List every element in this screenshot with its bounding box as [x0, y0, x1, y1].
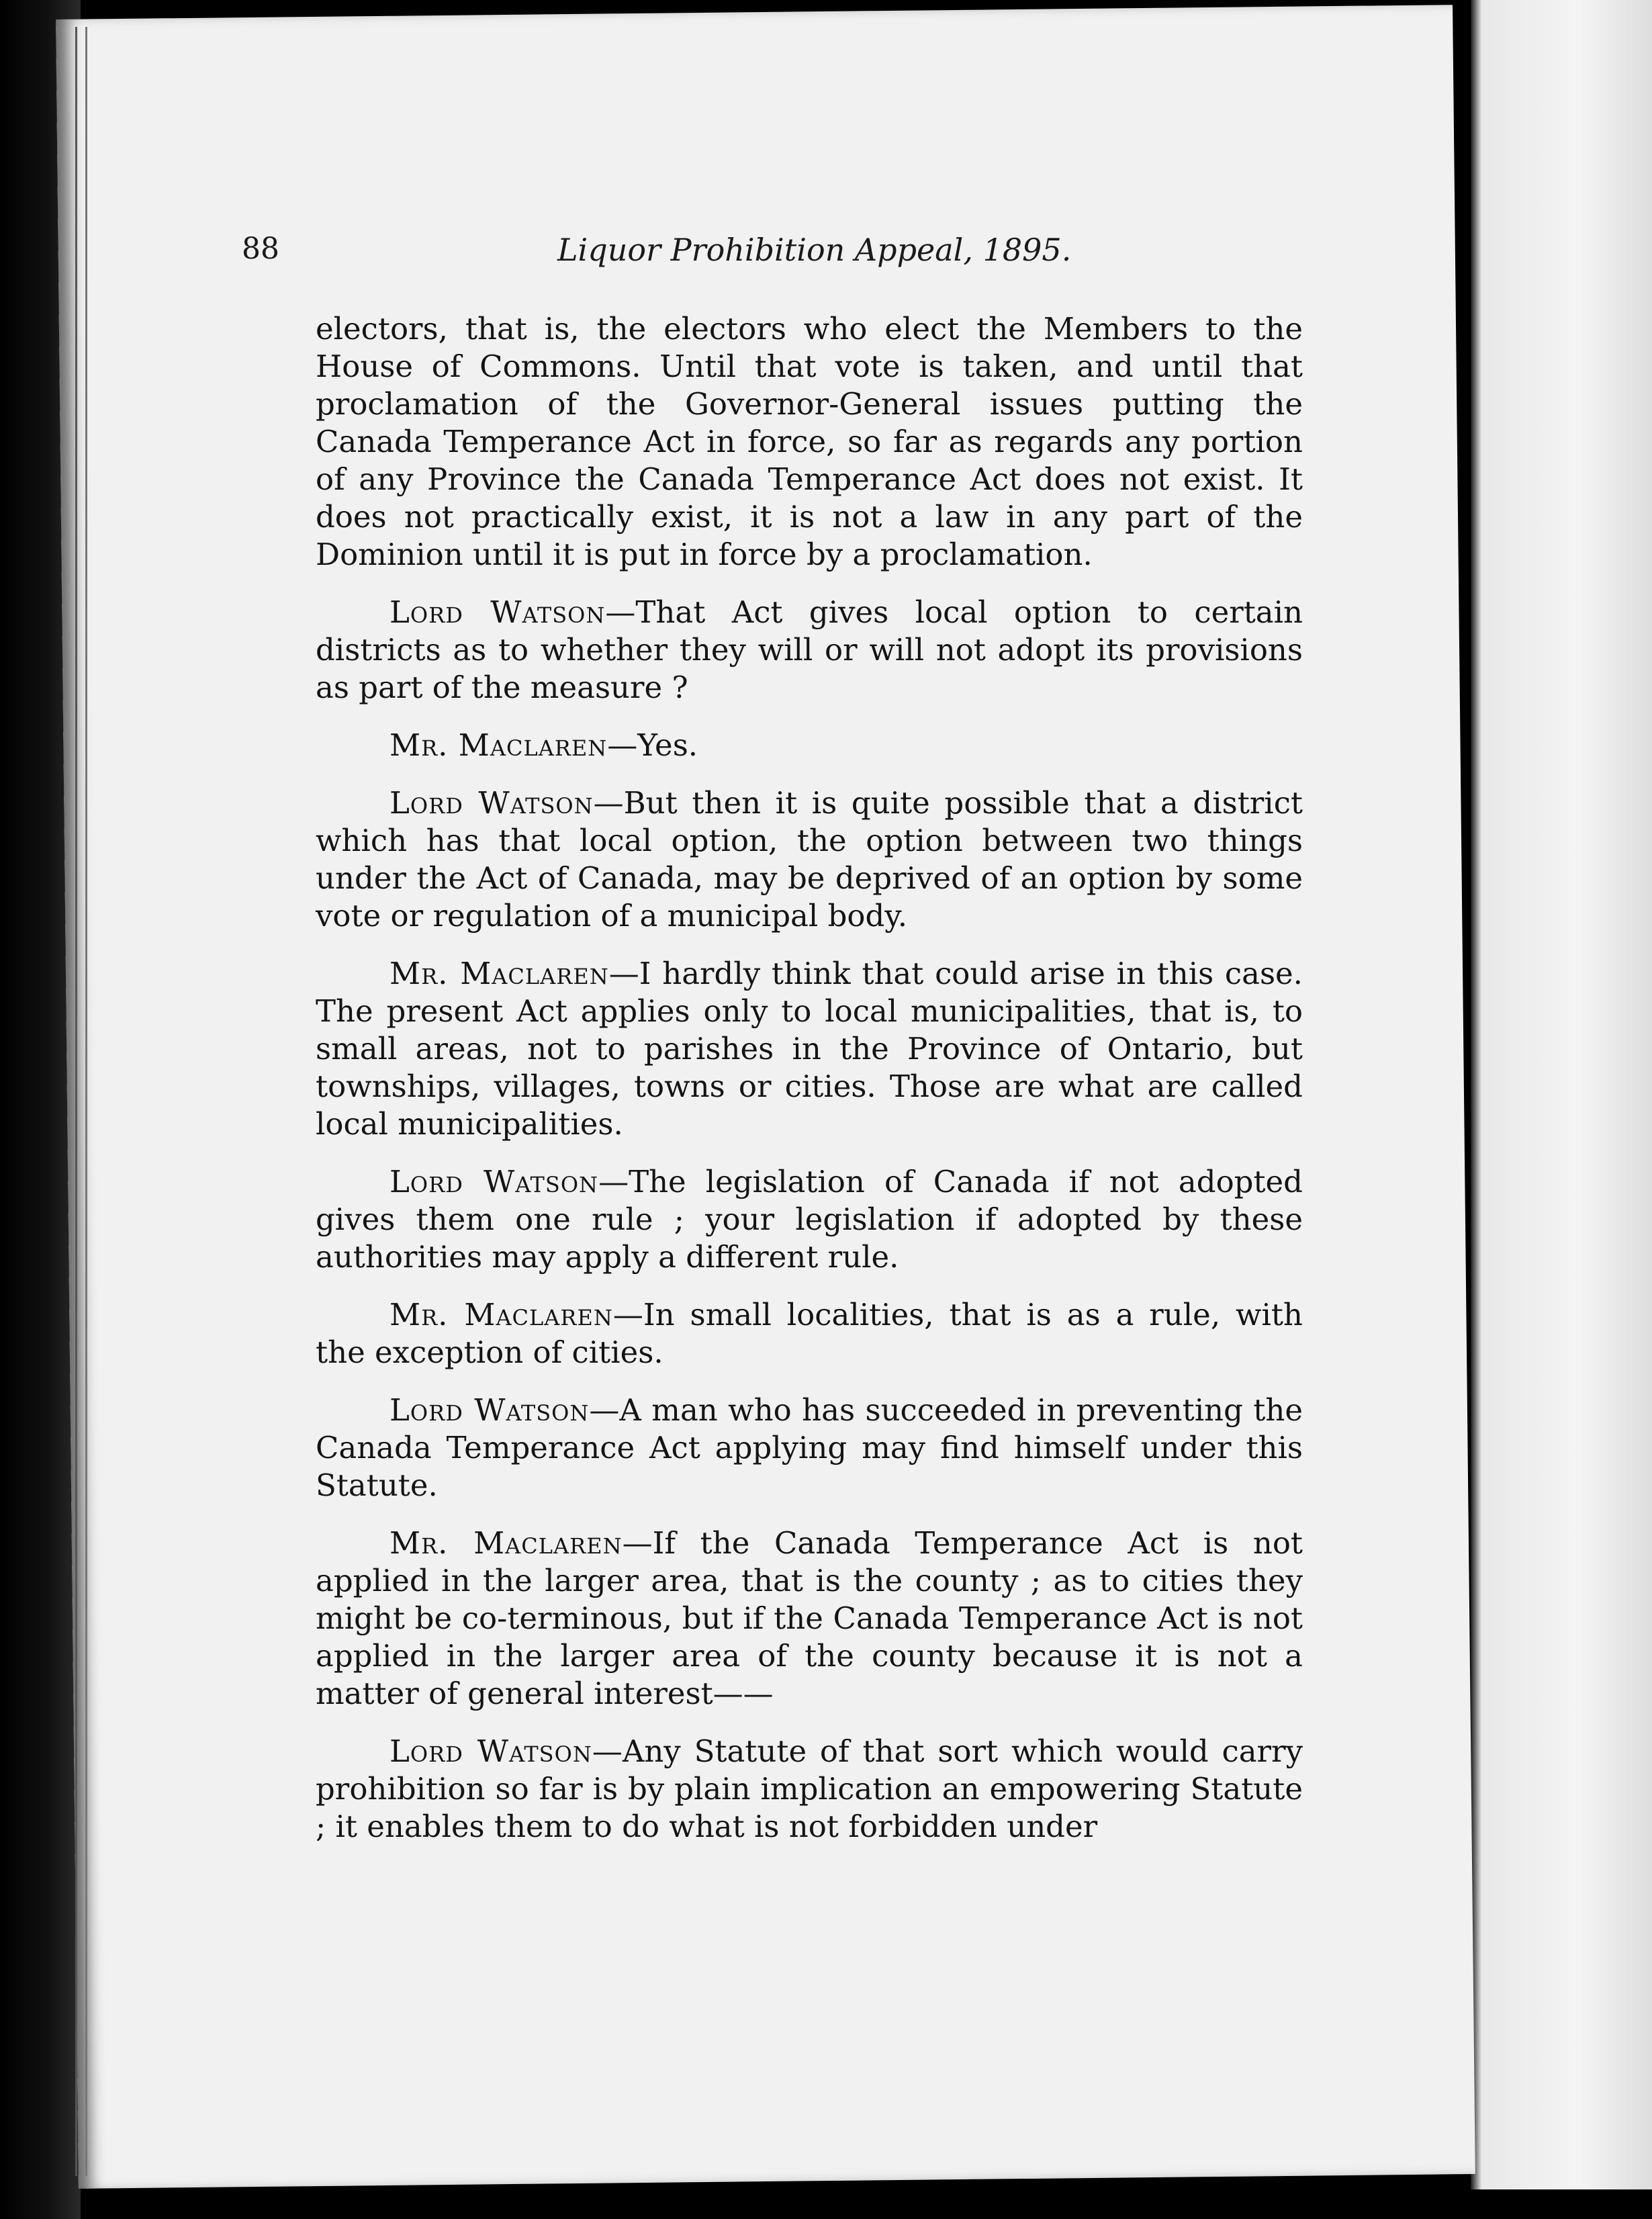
speaker-name: Mr. Maclaren — [389, 1525, 623, 1561]
paragraph — [316, 1296, 1303, 1371]
page-header — [242, 232, 1115, 272]
paragraph-text: I hardly think that could arise in this case. The present Act applies only to local municipalities, that is, to small areas, not to parishes in the Province of Ontario, but townships, villages, towns or cities. Those are what are called local municipalities. — [316, 956, 1303, 1142]
paragraph-text: A man who has succeeded in preventing the Canada Temperance Act applying may find himself under this Statute. — [316, 1392, 1303, 1503]
paragraph — [316, 594, 1303, 707]
paragraph — [316, 1525, 1303, 1713]
body-text — [316, 310, 1303, 1866]
dash: — — [605, 594, 636, 630]
paragraph-text: That Act gives local option to certain districts as to whether they will or will not adopt its provisions as part of the measure ? — [316, 594, 1303, 705]
dash: — — [592, 1733, 623, 1769]
speaker-name: Lord Watson — [389, 1164, 599, 1199]
dash: — — [593, 785, 624, 821]
paragraph — [316, 1733, 1303, 1846]
paragraph-text: Yes. — [637, 727, 698, 763]
paragraph-text: In small localities, that is as a rule, with the exception of cities. — [316, 1297, 1303, 1370]
scan-border — [1471, 2189, 1652, 2219]
page-stack-edges — [75, 27, 87, 2176]
paragraph-text: But then it is quite possible that a district which has that local option, the option between two things under the Act of Canada, may be deprived of an option by some vote or regulation of a municipal body. — [316, 785, 1303, 934]
speaker-name: Mr. Maclaren — [389, 1297, 613, 1332]
speaker-name: Mr. Maclaren — [389, 727, 608, 763]
running-title: Liquor Prohibition Appeal, 1895. — [557, 232, 1072, 268]
dash: — — [607, 727, 638, 763]
dash: — — [598, 1164, 629, 1199]
paragraph — [316, 727, 1303, 764]
dash: — — [612, 1297, 643, 1332]
paragraph-text: Any Statute of that sort which would carry prohibition so far is by plain implication an empowering Statute ; it enables them to do what is not forbidden under — [316, 1733, 1303, 1844]
paragraph-text: If the Canada Temperance Act is not applied in the larger area, that is the county ; as to cities they might be co-terminous, but if the Canada Temperance Act is not applied in the larger area of the county because it is not a matter of general interest—— — [316, 1525, 1303, 1711]
facing-page-edge — [1471, 0, 1652, 2219]
speaker-name: Lord Watson — [389, 785, 594, 821]
dash: — — [589, 1392, 620, 1428]
paragraph — [316, 1392, 1303, 1504]
page-number: 88 — [242, 232, 279, 266]
dash: — — [622, 1525, 653, 1561]
speaker-name: Lord Watson — [389, 1392, 590, 1428]
paragraph — [316, 310, 1303, 574]
speaker-name: Lord Watson — [389, 594, 606, 630]
dash: — — [608, 956, 639, 991]
speaker-name: Mr. Maclaren — [389, 956, 609, 991]
speaker-name: Lord Watson — [389, 1733, 592, 1769]
paragraph-text: The legislation of Canada if not adopted gives them one rule ; your legislation if adopted by these authorities may apply a different rule. — [316, 1164, 1303, 1275]
paragraph-text: electors, that is, the electors who elect the Members to the House of Commons. Until that vote is taken, and until that proclamation of the Governor-General issues putting the Canada Temperance Act in force, so far as regards any portion of any Province the Canada Temperance Act does not exist. It does not practically exist, it is not a law in any part of the Dominion until it is put in force by a proclamation. — [316, 311, 1303, 572]
paragraph — [316, 955, 1303, 1143]
paragraph — [316, 784, 1303, 935]
paragraph — [316, 1163, 1303, 1276]
